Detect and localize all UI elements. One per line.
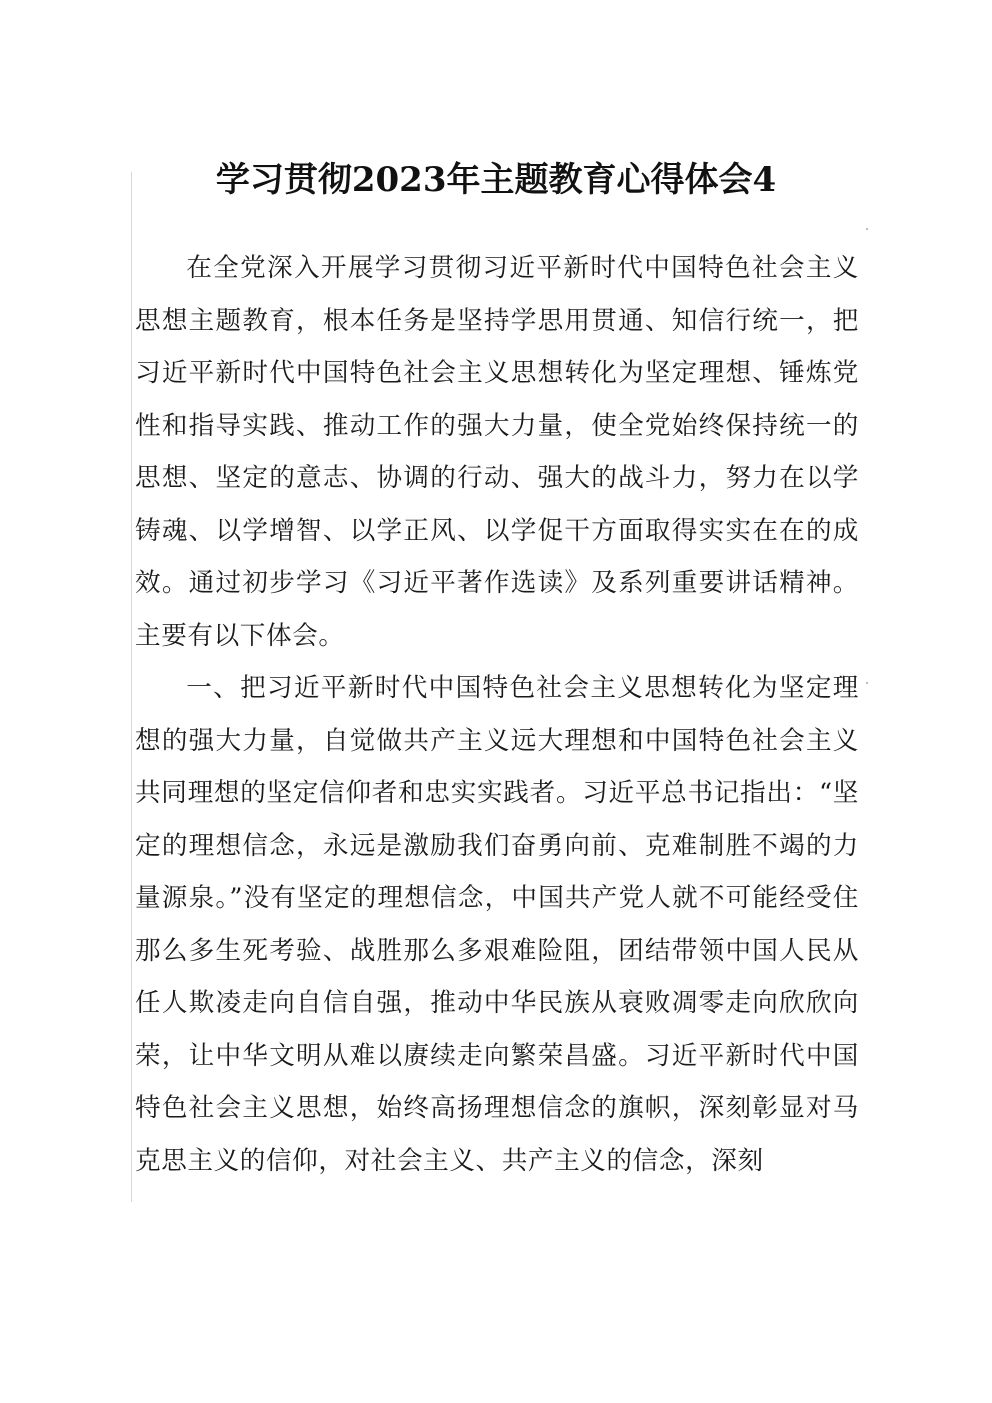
- right-corner-mark: [866, 682, 868, 684]
- paragraph-intro: 在全党深入开展学习贯彻习近平新时代中国特色社会主义思想主题教育，根本任务是坚持学思用贯通、知信行统一，把习近平新时代中国特色社会主义思想转化为坚定理想、锤炼党性和指导实践、推动工作的强大力量，使全党始终保持统一的思想、坚定的意志、协调的行动、强大的战斗力，努力在以学铸魂、以学增智、以学正风、以学促干方面取得实实在在的成效。通过初步学习《习近平著作选读》及系列重要讲话精神。主要有以下体会。: [135, 253, 859, 651]
- document-body: [135, 242, 859, 1187]
- left-margin-line: [131, 172, 132, 1202]
- top-right-corner-mark: [866, 228, 868, 230]
- document-title: 学习贯彻2023年主题教育心得体会4: [215, 160, 777, 200]
- paragraph-section-one: 一、把习近平新时代中国特色社会主义思想转化为坚定理想的强大力量，自觉做共产主义远大理想和中国特色社会主义共同理想的坚定信仰者和忠实实践者。习近平总书记指出：“坚定的理想信念，永远是激励我们奋勇向前、克难制胜不竭的力量源泉。”没有坚定的理想信念，中国共产党人就不可能经受住那么多生死考验、战胜那么多艰难险阻，团结带领中国人民从任人欺凌走向自信自强，推动中华民族从衰败凋零走向欣欣向荣，让中华文明从难以赓续走向繁荣昌盛。习近平新时代中国特色社会主义思想，始终高扬理想信念的旗帜，深刻彰显对马克思主义的信仰，对社会主义、共产主义的信念，深刻: [135, 673, 859, 1176]
